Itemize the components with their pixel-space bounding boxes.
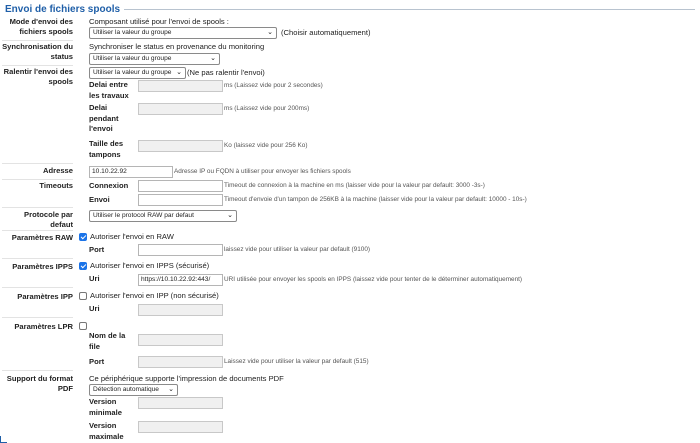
fieldset-corner bbox=[0, 436, 7, 443]
raw-port-hint: laissez vide pour utiliser la valeur par default (9100) bbox=[224, 246, 370, 253]
send-timeout-input[interactable] bbox=[138, 194, 223, 206]
ipps-uri-label: Uri bbox=[89, 274, 100, 283]
row-separator bbox=[2, 207, 73, 208]
pdf-select-value: Détection automatique bbox=[93, 386, 159, 393]
raw-label: Paramètres RAW bbox=[11, 233, 73, 242]
address-input[interactable]: 10.10.22.92 bbox=[89, 166, 173, 178]
row-separator bbox=[2, 258, 73, 259]
connect-timeout-label: Connexion bbox=[89, 181, 129, 190]
delay-send-input[interactable] bbox=[138, 103, 223, 115]
delay-jobs-input[interactable] bbox=[138, 80, 223, 92]
pdf-max-version-label: Version maximale bbox=[89, 421, 124, 441]
row-separator bbox=[2, 287, 73, 288]
row-separator bbox=[2, 40, 73, 41]
delay-send-label: Delai pendant l'envoi bbox=[89, 103, 119, 133]
mode-label: Mode d'envoi des fichiers spools bbox=[9, 17, 73, 36]
section-header bbox=[5, 2, 695, 16]
mode-note: (Choisir automatiquement) bbox=[281, 28, 371, 37]
row-separator bbox=[2, 65, 73, 66]
lpr-port-hint: Laissez vide pour utiliser la valeur par default (515) bbox=[224, 358, 369, 365]
delay-jobs-label: Delai entre les travaux bbox=[89, 80, 129, 100]
lpr-port-label: Port bbox=[89, 357, 105, 366]
section-title: Envoi de fichiers spools bbox=[5, 3, 121, 15]
lpr-port-input[interactable] bbox=[138, 356, 223, 368]
ipps-checkbox[interactable] bbox=[79, 262, 87, 270]
delay-send-hint: ms (Laissez vide pour 200ms) bbox=[224, 105, 310, 112]
address-label: Adresse bbox=[43, 166, 73, 175]
lpr-filename-input[interactable] bbox=[138, 334, 223, 346]
pdf-label: Support du format PDF bbox=[6, 374, 73, 393]
protocol-label: Protocole par defaut bbox=[24, 210, 73, 229]
buffer-size-input[interactable] bbox=[138, 140, 223, 152]
buffer-size-label: Taille des tampons bbox=[89, 139, 124, 159]
timeouts-label: Timeouts bbox=[39, 181, 73, 190]
pdf-min-version-input[interactable] bbox=[138, 397, 223, 409]
lpr-label: Paramètres LPR bbox=[14, 322, 73, 331]
pdf-max-version-input[interactable] bbox=[138, 421, 223, 433]
row-separator bbox=[2, 230, 73, 231]
chevron-down-icon: ⌄ bbox=[210, 55, 216, 62]
ipps-uri-hint: URI utilisée pour envoyer les spools en IPPS (laissez vide pour tenter de le déterminer automatiquement) bbox=[224, 276, 523, 283]
ipp-checkbox-label[interactable]: Autoriser l'envoi en IPP (non sécurisé) bbox=[90, 291, 219, 300]
ipp-label: Paramètres IPP bbox=[17, 292, 73, 301]
ipps-checkbox-label[interactable]: Autoriser l'envoi en IPPS (sécurisé) bbox=[90, 261, 210, 270]
connect-timeout-hint: Timeout de connexion à la machine en ms (laisser vide pour la valeur par default: 3000 -3s-) bbox=[224, 182, 485, 189]
protocol-select-value: Utiliser le protocol RAW par defaut bbox=[93, 212, 194, 219]
send-timeout-label: Envoi bbox=[89, 195, 110, 204]
ipp-checkbox[interactable] bbox=[79, 292, 87, 300]
raw-port-label: Port bbox=[89, 245, 105, 254]
lpr-filename-label: Nom de la file bbox=[89, 331, 126, 351]
lpr-checkbox[interactable] bbox=[79, 322, 87, 330]
chevron-down-icon: ⌄ bbox=[168, 386, 174, 393]
ipps-label: Paramètres IPPS bbox=[12, 262, 73, 271]
sync-description: Synchroniser le status en provenance du monitoring bbox=[89, 42, 265, 51]
mode-description: Composant utilisé pour l'envoi de spools : bbox=[89, 17, 229, 26]
ipps-uri-input[interactable]: https://10.10.22.92:443/ bbox=[138, 274, 223, 286]
pdf-description: Ce périphérique supporte l'impression de documents PDF bbox=[89, 374, 284, 383]
connect-timeout-input[interactable] bbox=[138, 180, 223, 192]
slow-label: Ralentir l'envoi des spools bbox=[3, 67, 73, 86]
protocol-select[interactable] bbox=[89, 210, 237, 222]
send-timeout-hint: Timeout d'envoie d'un tampon de 256KB à la machine (laisser vide pour la valeur par default: 10000 - 10s-) bbox=[224, 196, 527, 203]
raw-port-input[interactable] bbox=[138, 244, 223, 256]
row-separator bbox=[2, 370, 73, 371]
row-separator bbox=[2, 317, 73, 318]
delay-jobs-hint: ms (Laissez vide pour 2 secondes) bbox=[224, 82, 323, 89]
sync-select[interactable] bbox=[89, 53, 220, 65]
section-rule bbox=[124, 9, 695, 10]
mode-select-value: Utiliser la valeur du groupe bbox=[93, 29, 172, 36]
row-separator bbox=[2, 163, 73, 164]
slow-select[interactable] bbox=[89, 67, 186, 79]
chevron-down-icon: ⌄ bbox=[227, 212, 233, 219]
row-separator bbox=[2, 179, 73, 180]
buffer-size-hint: Ko (laissez vide pour 256 Ko) bbox=[224, 142, 308, 149]
mode-select[interactable] bbox=[89, 27, 277, 39]
pdf-min-version-label: Version minimale bbox=[89, 397, 122, 417]
sync-label: Synchronisation du status bbox=[2, 42, 73, 61]
address-hint: Adresse IP ou FQDN à utiliser pour envoyer les fichiers spools bbox=[174, 168, 351, 175]
chevron-down-icon: ⌄ bbox=[176, 69, 182, 76]
pdf-select[interactable] bbox=[89, 384, 178, 396]
chevron-down-icon: ⌄ bbox=[267, 29, 273, 36]
ipp-uri-label: Uri bbox=[89, 304, 100, 313]
sync-select-value: Utiliser la valeur du groupe bbox=[93, 55, 172, 62]
slow-select-value: Utiliser la valeur du groupe bbox=[93, 69, 172, 76]
raw-checkbox-label[interactable]: Autoriser l'envoi en RAW bbox=[90, 232, 174, 241]
raw-checkbox[interactable] bbox=[79, 233, 87, 241]
ipp-uri-input[interactable] bbox=[138, 304, 223, 316]
slow-note: (Ne pas ralentir l'envoi) bbox=[187, 68, 265, 77]
